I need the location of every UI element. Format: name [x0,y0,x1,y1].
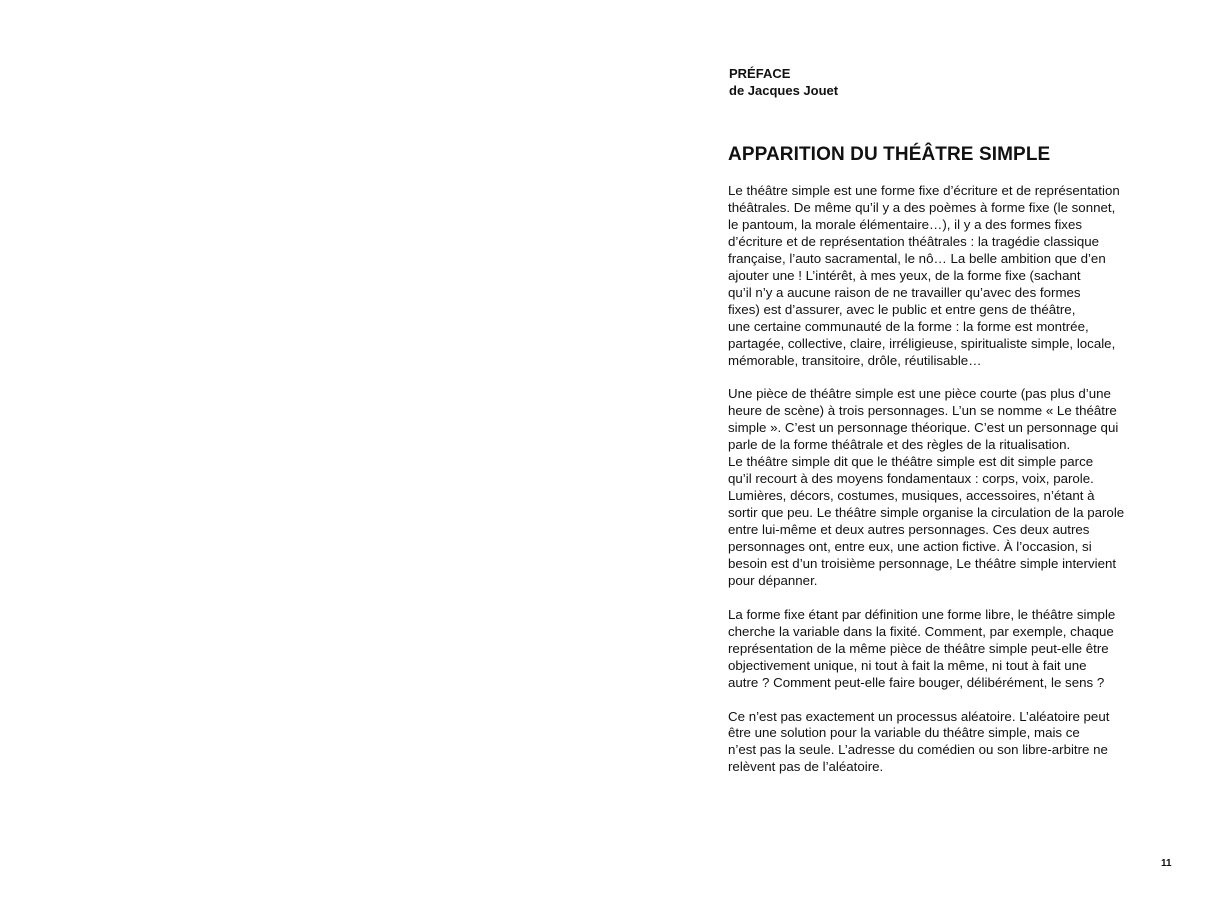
preface-label: PRÉFACE [729,66,791,81]
body-text [728,183,1148,793]
text-line: Lumières, décors, costumes, musiques, accessoires, n’étant à [728,488,1095,504]
text-line: La forme fixe étant par définition une forme libre, le théâtre simple [728,606,1116,622]
chapter-title: APPARITION DU THÉÂTRE SIMPLE [728,144,1051,165]
text-line: d’écriture et de représentation théâtrales : la tragédie classique [728,233,1100,249]
text-line: personnages ont, entre eux, une action fictive. À l’occasion, si [728,539,1092,554]
paragraph [728,386,1148,589]
text-line: qu’il n’y a aucune raison de ne travailler qu’avec des formes [728,284,1081,300]
text-line: heure de scène) à trois personnages. L’un se nomme « Le théâtre [728,403,1117,419]
preface-header [729,65,838,99]
text-line: une certaine communauté de la forme : la forme est montrée, [728,318,1089,334]
text-line: représentation de la même pièce de théâtre simple peut-elle être [728,640,1109,656]
text-line: Ce n’est pas exactement un processus aléatoire. L’aléatoire peut [728,708,1110,724]
text-line: entre lui-même et deux autres personnages. Ces deux autres [728,522,1090,538]
text-line: sortir que peu. Le théâtre simple organise la circulation de la parole [728,505,1125,521]
paragraph [728,709,1148,777]
page-number: 11 [1161,858,1172,869]
text-line: relèvent pas de l’aléatoire. [728,759,884,775]
text-line: qu’il recourt à des moyens fondamentaux : corps, voix, parole. [728,471,1094,487]
text-line: besoin est d’un troisième personnage, Le théâtre simple intervient [728,555,1117,571]
text-line: parle de la forme théâtrale et des règles de la ritualisation. [728,437,1071,453]
text-line: le pantoum, la morale élémentaire…), il y a des formes fixes [728,216,1082,232]
right-page [610,0,1220,905]
text-line: ajouter une ! L’intérêt, à mes yeux, de la forme fixe (sachant [728,267,1081,283]
text-line: fixes) est d’assurer, avec le public et entre gens de théâtre, [728,301,1076,317]
text-line: Le théâtre simple est une forme fixe d’écriture et de représentation [728,183,1120,198]
paragraph [728,183,1148,369]
text-line: mémorable, transitoire, drôle, réutilisable… [728,352,982,368]
text-line: autre ? Comment peut-elle faire bouger, délibérément, le sens ? [728,674,1105,690]
text-line: simple ». C’est un personnage théorique. C’est un personnage qui [728,420,1119,436]
text-line: Une pièce de théâtre simple est une pièce courte (pas plus d’une [728,386,1111,402]
text-line: partagée, collective, claire, irréligieuse, spiritualiste simple, locale, [728,335,1116,351]
text-line: cherche la variable dans la fixité. Comment, par exemple, chaque [728,623,1114,639]
text-line: Le théâtre simple dit que le théâtre simple est dit simple parce [728,454,1094,470]
preface-author: de Jacques Jouet [729,83,839,98]
text-line: être une solution pour la variable du théâtre simple, mais ce [728,725,1080,741]
text-line: pour dépanner. [728,572,818,588]
text-line: n’est pas la seule. L’adresse du comédien ou son libre-arbitre ne [728,742,1108,758]
text-line: française, l’auto sacramental, le nô… La belle ambition que d’en [728,250,1106,266]
paragraph [728,607,1148,692]
text-line: objectivement unique, ni tout à fait la même, ni tout à fait une [728,657,1087,673]
text-line: théâtrales. De même qu’il y a des poèmes à forme fixe (le sonnet, [728,199,1116,215]
